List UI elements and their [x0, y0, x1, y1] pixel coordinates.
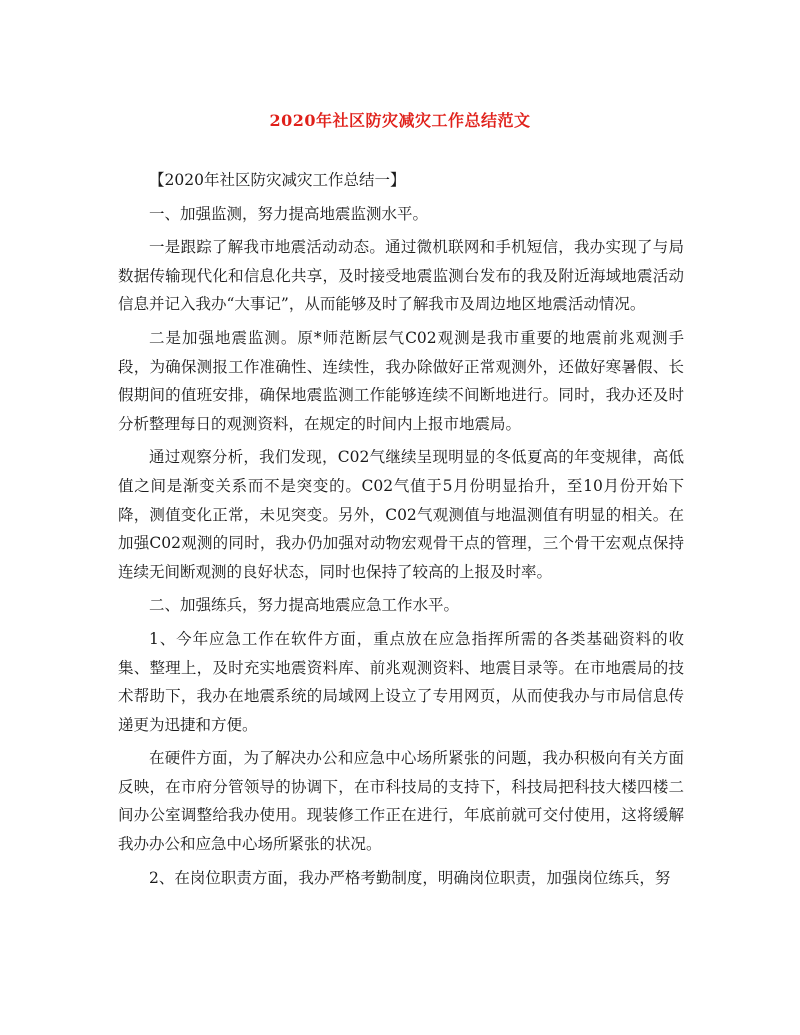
section-heading-2: 二、加强练兵，努力提高地震应急工作水平。	[149, 596, 460, 615]
paragraph: 二是加强地震监测。原*师范断层气C02观测是我市重要的地震前兆观测手段，为确保测报工作准确性、连续性，我办除做好正常观测外，还做好寒暑假、长假期间的值班安排，确保地震监测工作能够连续不间断地进行。同时，我办还及时分析整理每日的观测资料，在规定的时间内上报市地震局。	[118, 328, 684, 433]
paragraph: 2、在岗位职责方面，我办严格考勤制度，明确岗位职责，加强岗位练兵，努	[149, 868, 671, 887]
section-label: 【2020年社区防灾减灾工作总结一】	[149, 171, 406, 189]
paragraph: 在硬件方面，为了解决办公和应急中心场所紧张的问题，我办积极向有关方面反映，在市府分管领导的协调下，在市科技局的支持下，科技局把科技大楼四楼二间办公室调整给我办使用。现装修工作正在进行，年底前就可交付使用，这将缓解我办办公和应急中心场所紧张的状况。	[118, 749, 684, 854]
section-heading-1: 一、加强监测，努力提高地震监测水平。	[149, 204, 429, 223]
paragraph: 通过观察分析，我们发现，C02气继续呈现明显的冬低夏高的年变规律，高低值之间是渐变关系而不是突变的。C02气值于5月份明显抬升，至10月份开始下降，测值变化正常，未见突变。另外，C02气观测值与地温测值有明显的相关。在加强C02观测的同时，我办仍加强对动物宏观骨干点的管理，三个骨干宏观点保持连续无间断观测的良好状态，同时也保持了较高的上报及时率。	[118, 448, 684, 581]
document-title: 2020年社区防灾减灾工作总结范文	[269, 111, 531, 130]
paragraph: 1、今年应急工作在软件方面，重点放在应急指挥所需的各类基础资料的收集、整理上，及时充实地震资料库、前兆观测资料、地震目录等。在市地震局的技术帮助下，我办在地震系统的局域网上设立了专用网页，从而使我办与市局信息传递更为迅捷和方便。	[118, 629, 684, 734]
paragraph: 一是跟踪了解我市地震活动动态。通过微机联网和手机短信，我办实现了与局数据传输现代化和信息化共享，及时接受地震监测台发布的我及附近海域地震活动信息并记入我办“大事记”，从而能够及时了解我市及周边地区地震活动情况。	[118, 238, 684, 314]
document-body	[118, 166, 684, 897]
